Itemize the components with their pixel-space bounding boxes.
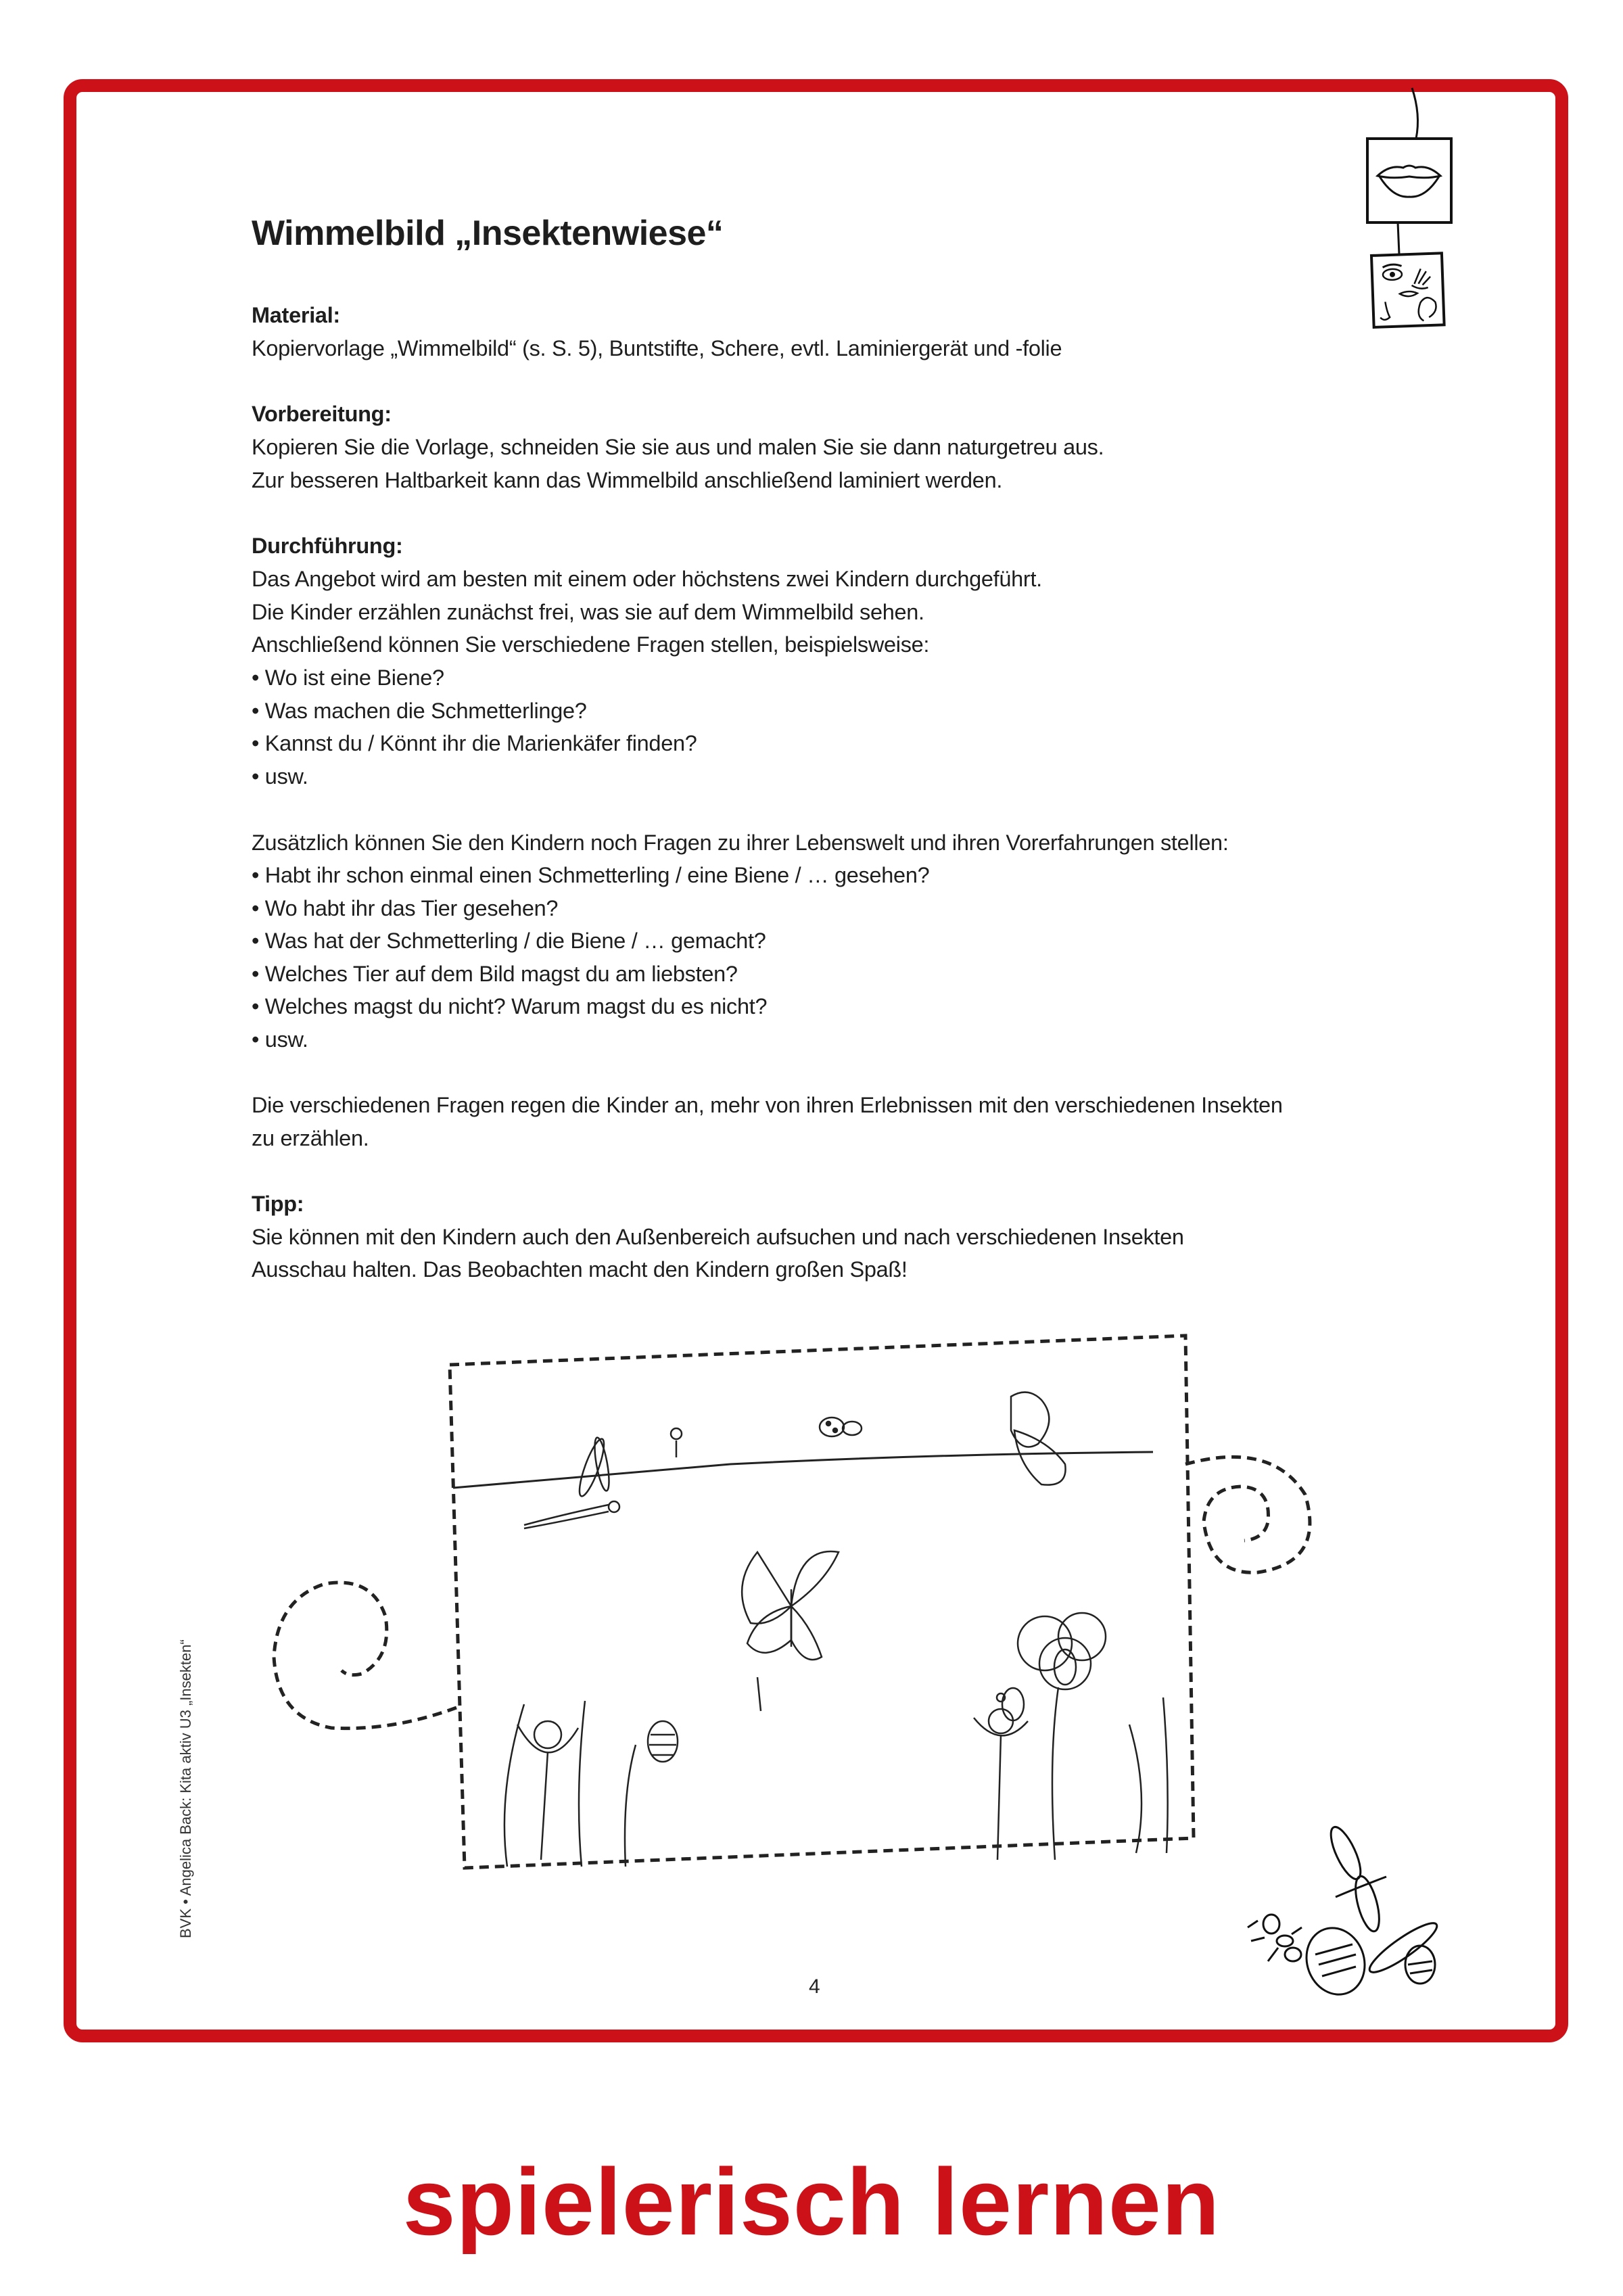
- ladybug-icon: [820, 1418, 862, 1436]
- dragonfly-icon: [524, 1436, 619, 1528]
- tipp-heading: Tipp:: [252, 1192, 304, 1216]
- durchfuehrung-heading: Durchführung:: [252, 534, 403, 558]
- vorbereitung-line: Kopieren Sie die Vorlage, schneiden Sie sie aus und malen Sie sie dann naturgetreu aus.: [252, 435, 1104, 459]
- wimmelbild-illustration: [257, 1319, 1407, 1900]
- slogan: spielerisch lernen: [402, 2149, 1221, 2255]
- material-heading: Material:: [252, 303, 340, 327]
- butterfly-icon: [1011, 1392, 1066, 1485]
- question-item: • Wo ist eine Biene?: [252, 665, 444, 690]
- page-number: 4: [809, 1975, 820, 1998]
- durchfuehrung-line: Anschließend können Sie verschiedene Fragen stellen, beispielsweise:: [252, 632, 930, 657]
- question-item: • Welches Tier auf dem Bild magst du am liebsten?: [252, 962, 738, 986]
- vorbereitung-heading: Vorbereitung:: [252, 402, 392, 426]
- insects-group-icon: [1244, 1826, 1474, 2015]
- durchfuehrung-line: Das Angebot wird am besten mit einem oder höchstens zwei Kindern durchgeführt.: [252, 567, 1042, 591]
- mouth-icon: [1367, 139, 1451, 222]
- question-item: • Welches magst du nicht? Warum magst du es nicht?: [252, 994, 768, 1018]
- durchfuehrung-line: Die Kinder erzählen zunächst frei, was sie auf dem Wimmelbild sehen.: [252, 600, 924, 624]
- question-item: • usw.: [252, 1027, 308, 1052]
- durchfuehrung-line: Die verschiedenen Fragen regen die Kinder an, mehr von ihren Erlebnissen mit den verschiedenen Insekten: [252, 1093, 1283, 1117]
- vorbereitung-line: Zur besseren Haltbarkeit kann das Wimmelbild anschließend laminiert werden.: [252, 468, 1003, 492]
- question-item: • Wo habt ihr das Tier gesehen?: [252, 896, 559, 920]
- tipp-line: Sie können mit den Kindern auch den Außenbereich aufsuchen und nach verschiedenen Insekten: [252, 1225, 1184, 1249]
- question-item: • Kannst du / Könnt ihr die Marienkäfer finden?: [252, 731, 697, 755]
- page-title: Wimmelbild „Insektenwiese“: [252, 214, 724, 253]
- butterfly-icon: [742, 1551, 839, 1660]
- durchfuehrung-line: zu erzählen.: [252, 1126, 369, 1150]
- tipp-line: Ausschau halten. Das Beobachten macht den Kindern großen Spaß!: [252, 1257, 908, 1282]
- senses-icon: [1371, 253, 1444, 327]
- horizon-line: [453, 1452, 1153, 1488]
- bee-icon: [648, 1721, 678, 1762]
- question-item: • usw.: [252, 764, 308, 789]
- durchfuehrung-line: Zusätzlich können Sie den Kindern noch Fragen zu ihrer Lebenswelt und ihren Vorerfahrungen stellen:: [252, 830, 1229, 855]
- credit-line: BVK • Angelica Back: Kita aktiv U3 „Insekten“: [177, 1639, 194, 1938]
- question-item: • Habt ihr schon einmal einen Schmetterling / eine Biene / … gesehen?: [252, 863, 930, 887]
- flower-icon: [504, 1428, 1168, 1867]
- question-item: • Was hat der Schmetterling / die Biene / … gemacht?: [252, 929, 766, 953]
- material-text: Kopiervorlage „Wimmelbild“ (s. S. 5), Buntstifte, Schere, evtl. Laminiergerät und -folie: [252, 336, 1062, 360]
- senses-mobile: [1339, 88, 1488, 345]
- question-item: • Was machen die Schmetterlinge?: [252, 699, 587, 723]
